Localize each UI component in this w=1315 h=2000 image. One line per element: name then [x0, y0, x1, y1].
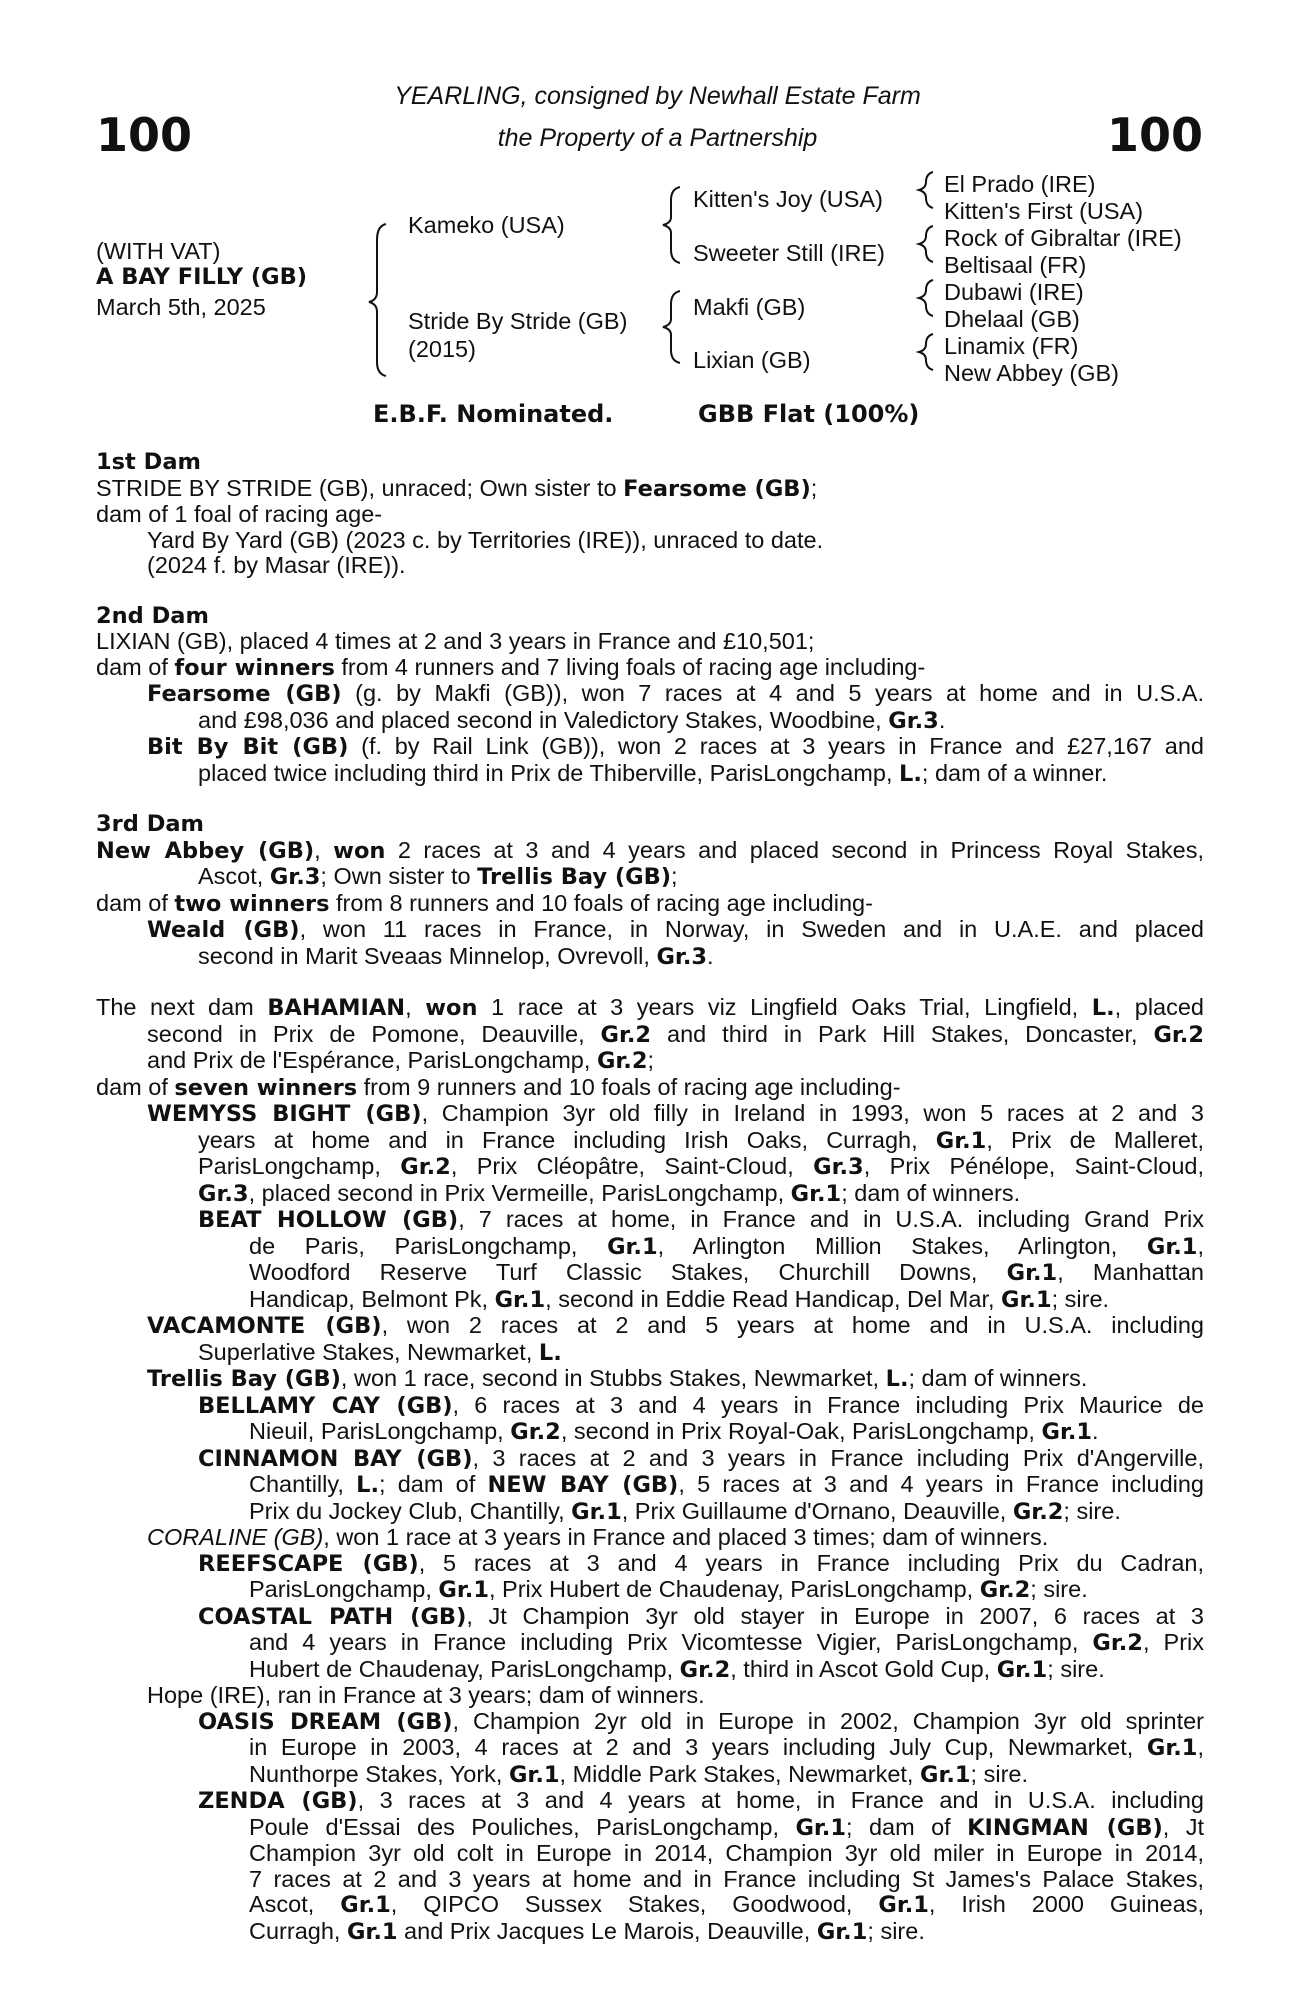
section-heading: 1st Dam — [96, 449, 201, 475]
text-line: dam of 1 foal of racing age- — [96, 501, 383, 527]
sire-dam-name: Sweeter Still (IRE) — [693, 240, 885, 266]
text-line: LIXIAN (GB), placed 4 times at 2 and 3 years in France and £10,501; — [96, 628, 815, 654]
great-granddam-2: Beltisaal (FR) — [944, 252, 1087, 278]
produce-line: BEAT HOLLOW (GB), 7 races at home, in France and in U.S.A. including Grand Prix — [198, 1206, 1204, 1233]
produce-line: (2024 f. by Masar (IRE)). — [147, 552, 406, 578]
produce-line: ParisLongchamp, Gr.1, Prix Hubert de Chaudenay, ParisLongchamp, Gr.2; sire. — [249, 1576, 1088, 1603]
text-line: New Abbey (GB), won 2 races at 3 and 4 years and placed second in Princess Royal Stakes, — [96, 836, 1204, 864]
produce-line: Fearsome (GB) (g. by Makfi (GB)), won 7 races at 4 and 5 years at home and in U.S.A. — [147, 680, 1205, 707]
produce-line: Bit By Bit (GB) (f. by Rail Link (GB)), won 2 races at 3 years in France and £27,167 and — [147, 733, 1204, 760]
dam-sire-name: Makfi (GB) — [693, 294, 806, 320]
great-granddam-1: Kitten's First (USA) — [944, 198, 1144, 224]
text-line: and Prix de l'Espérance, ParisLongchamp, Gr.2; — [147, 1047, 655, 1074]
dam-dam-name: Lixian (GB) — [693, 347, 811, 373]
property-line: the Property of a Partnership — [497, 124, 818, 152]
dam-foaling-year: (2015) — [408, 336, 476, 362]
great-grandsire-4: Linamix (FR) — [944, 333, 1079, 359]
lot-number-left: 100 — [96, 108, 193, 162]
produce-line: Superlative Stakes, Newmarket, L. — [198, 1338, 562, 1366]
lot-name: A BAY FILLY (GB) — [96, 264, 308, 290]
produce-line: in Europe in 2003, 4 races at 2 and 3 years including July Cup, Newmarket, Gr.1, — [249, 1734, 1204, 1761]
dam-name: Stride By Stride (GB) — [408, 308, 628, 334]
produce-line: VACAMONTE (GB), won 2 races at 2 and 5 years at home and in U.S.A. including — [147, 1312, 1204, 1339]
text-line: second in Prix de Pomone, Deauville, Gr.2 and third in Park Hill Stakes, Doncaster, Gr.2 — [147, 1020, 1204, 1048]
produce-line: ParisLongchamp, Gr.2, Prix Cléopâtre, Saint-Cloud, Gr.3, Prix Pénélope, Saint-Cloud, — [198, 1153, 1205, 1180]
great-grandsire-1: El Prado (IRE) — [944, 171, 1096, 197]
produce-line: second in Marit Sveaas Minnelop, Ovrevoll, Gr.3. — [198, 942, 714, 970]
produce-line: WEMYSS BIGHT (GB), Champion 3yr old filly in Ireland in 1993, won 5 races at 2 and 3 — [147, 1100, 1204, 1127]
produce-line: Chantilly, L.; dam of NEW BAY (GB), 5 races at 3 and 4 years in France including — [249, 1471, 1204, 1498]
produce-line: and 4 years in France including Prix Vicomtesse Vigier, ParisLongchamp, Gr.2, Prix — [249, 1629, 1204, 1656]
text-line: STRIDE BY STRIDE (GB), unraced; Own sister to Fearsome (GB); — [96, 474, 818, 502]
produce-line: Ascot, Gr.1, QIPCO Sussex Stakes, Goodwood, Gr.1, Irish 2000 Guineas, — [249, 1891, 1204, 1918]
produce-line: REEFSCAPE (GB), 5 races at 3 and 4 years in France including Prix du Cadran, — [198, 1549, 1204, 1577]
lot-number-right: 100 — [1106, 108, 1203, 162]
section-heading: 2nd Dam — [96, 602, 209, 629]
section-heading: 3rd Dam — [96, 811, 204, 837]
sire-sire-name: Kitten's Joy (USA) — [693, 186, 883, 212]
produce-line: Trellis Bay (GB), won 1 race, second in Stubbs Stakes, Newmarket, L.; dam of winners. — [147, 1365, 1088, 1392]
third-dam-section — [96, 812, 1204, 970]
produce-line: Yard By Yard (GB) (2023 c. by Territories (IRE)), unraced to date. — [147, 526, 824, 553]
great-granddam-4: New Abbey (GB) — [944, 360, 1120, 386]
produce-line: placed twice including third in Prix de Thiberville, ParisLongchamp, L.; dam of a winner. — [198, 759, 1108, 787]
produce-line: CORALINE (GB), won 1 race at 3 years in France and placed 3 times; dam of winners. — [147, 1524, 1049, 1550]
produce-line: 7 races at 2 and 3 years at home and in France including St James's Palace Stakes, — [249, 1865, 1204, 1892]
produce-line: Nunthorpe Stakes, York, Gr.1, Middle Park Stakes, Newmarket, Gr.1; sire. — [249, 1760, 1029, 1788]
text-line: The next dam BAHAMIAN, won 1 race at 3 years viz Lingfield Oaks Trial, Lingfield, L., placed — [96, 994, 1205, 1021]
produce-line: Hope (IRE), ran in France at 3 years; dam of winners. — [147, 1682, 705, 1708]
produce-line: OASIS DREAM (GB), Champion 2yr old in Europe in 2002, Champion 3yr old sprinter — [198, 1707, 1205, 1735]
produce-line: CINNAMON BAY (GB), 3 races at 2 and 3 years in France including Prix d'Angerville, — [198, 1444, 1204, 1472]
text-line: dam of seven winners from 9 runners and 10 foals of racing age including- — [96, 1073, 901, 1101]
produce-line: Prix du Jockey Club, Chantilly, Gr.1, Prix Guillaume d'Ornano, Deauville, Gr.2; sire. — [249, 1497, 1121, 1525]
text-line: dam of two winners from 8 runners and 10 foals of racing age including- — [96, 889, 873, 917]
ebf-nomination: E.B.F. Nominated. — [373, 400, 614, 428]
produce-line: de Paris, ParisLongchamp, Gr.1, Arlington Million Stakes, Arlington, Gr.1, — [249, 1232, 1204, 1260]
produce-line: Nieuil, ParisLongchamp, Gr.2, second in Prix Royal-Oak, ParisLongchamp, Gr.1. — [249, 1418, 1099, 1445]
produce-line: Woodford Reserve Turf Classic Stakes, Churchill Downs, Gr.1, Manhattan — [249, 1259, 1204, 1286]
vat-note: (WITH VAT) — [96, 238, 221, 264]
great-granddam-3: Dhelaal (GB) — [944, 306, 1080, 332]
consignor-line: YEARLING, consigned by Newhall Estate Farm — [394, 82, 921, 110]
next-dam-section — [96, 995, 1204, 1945]
produce-line: Gr.3, placed second in Prix Vermeille, ParisLongchamp, Gr.1; dam of winners. — [198, 1179, 1021, 1207]
foaling-date: March 5th, 2025 — [96, 294, 266, 320]
gbb-bonus: GBB Flat (100%) — [698, 400, 920, 428]
catalogue-body — [96, 450, 1204, 1945]
second-dam-section — [96, 604, 1204, 788]
produce-line: and £98,036 and placed second in Valedictory Stakes, Woodbine, Gr.3. — [198, 706, 946, 734]
first-dam-section — [96, 450, 1204, 579]
sire-name: Kameko (USA) — [408, 212, 565, 238]
great-grandsire-2: Rock of Gibraltar (IRE) — [944, 225, 1182, 251]
text-line: dam of four winners from 4 runners and 7 living foals of racing age including- — [96, 653, 926, 681]
produce-line: years at home and in France including Irish Oaks, Curragh, Gr.1, Prix de Malleret, — [198, 1126, 1204, 1154]
produce-line: Hubert de Chaudenay, ParisLongchamp, Gr.2, third in Ascot Gold Cup, Gr.1; sire. — [249, 1655, 1105, 1683]
produce-line: ZENDA (GB), 3 races at 3 and 4 years at home, in France and in U.S.A. including — [198, 1787, 1205, 1814]
produce-line: Handicap, Belmont Pk, Gr.1, second in Eddie Read Handicap, Del Mar, Gr.1; sire. — [249, 1285, 1110, 1313]
great-grandsire-3: Dubawi (IRE) — [944, 279, 1084, 305]
produce-line: Poule d'Essai des Pouliches, ParisLongchamp, Gr.1; dam of KINGMAN (GB), Jt — [249, 1813, 1204, 1841]
produce-line: Champion 3yr old colt in Europe in 2014, Champion 3yr old miler in Europe in 2014, — [249, 1840, 1204, 1866]
produce-line: BELLAMY CAY (GB), 6 races at 3 and 4 years in France including Prix Maurice de — [198, 1391, 1204, 1419]
produce-line: COASTAL PATH (GB), Jt Champion 3yr old stayer in Europe in 2007, 6 races at 3 — [198, 1602, 1204, 1630]
produce-line: Curragh, Gr.1 and Prix Jacques Le Marois, Deauville, Gr.1; sire. — [249, 1917, 925, 1945]
produce-line: Weald (GB), won 11 races in France, in Norway, in Sweden and in U.A.E. and placed — [147, 916, 1205, 943]
text-line: Ascot, Gr.3; Own sister to Trellis Bay (GB); — [198, 863, 678, 890]
